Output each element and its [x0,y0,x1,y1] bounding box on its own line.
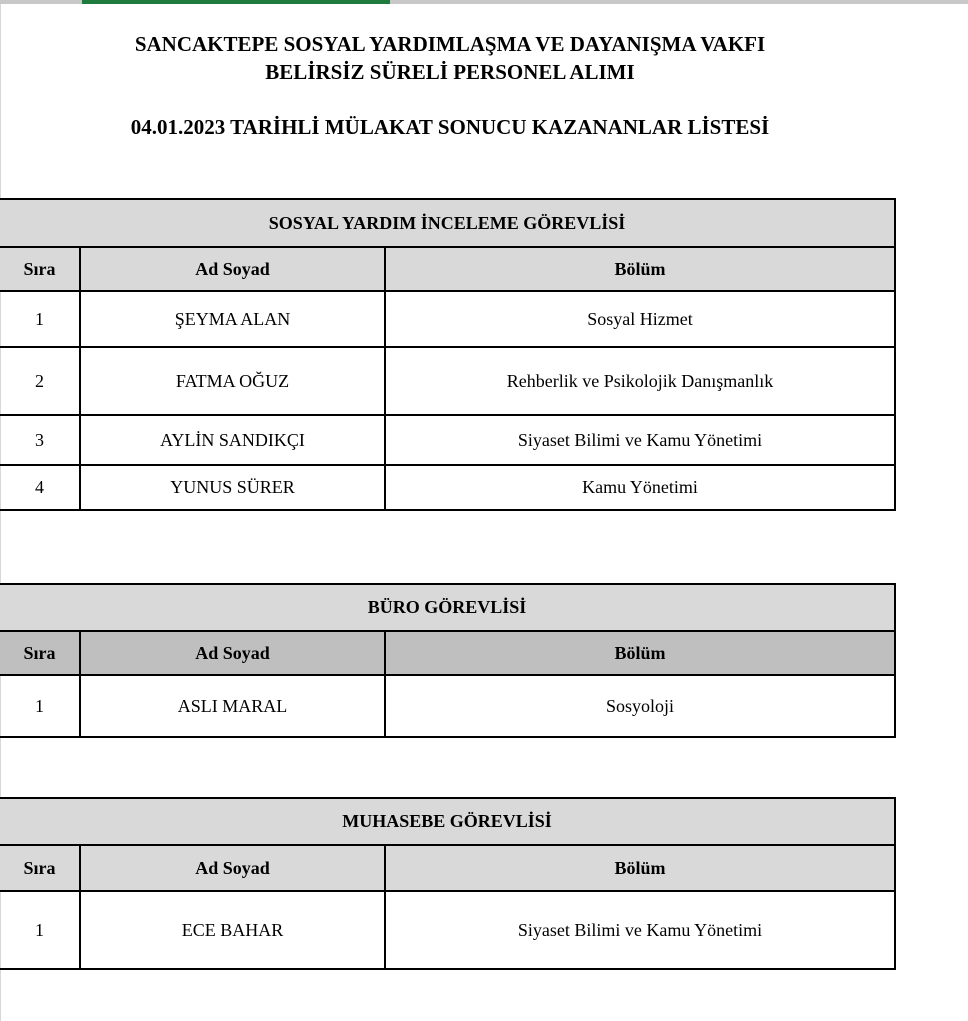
cell-dept: Sosyoloji [385,675,895,737]
results-table-office [0,583,896,738]
results-table-accounting [0,797,896,970]
table-row [0,415,895,465]
document-subtitle: 04.01.2023 TARİHLİ MÜLAKAT SONUCU KAZANANLAR LİSTESİ [130,115,770,139]
table-title: BÜRO GÖREVLİSİ [0,584,895,631]
cell-sira: 1 [0,675,80,737]
cell-sira: 3 [0,415,80,465]
column-header-name: Ad Soyad [80,845,385,891]
column-header-sira: Sıra [0,247,80,291]
column-header-sira: Sıra [0,631,80,675]
cell-dept: Siyaset Bilimi ve Kamu Yönetimi [385,891,895,969]
table-title: MUHASEBE GÖREVLİSİ [0,798,895,845]
cell-name: AYLİN SANDIKÇI [80,415,385,465]
cell-name: FATMA OĞUZ [80,347,385,415]
document-title-line-1: SANCAKTEPE SOSYAL YARDIMLAŞMA VE DAYANIŞMA VAKFI [134,32,766,56]
cell-name: ŞEYMA ALAN [80,291,385,347]
table-row [0,291,895,347]
document-title-line-2: BELİRSİZ SÜRELİ PERSONEL ALIMI [265,60,635,84]
table-title: SOSYAL YARDIM İNCELEME GÖREVLİSİ [0,199,895,247]
results-table-social-aid [0,198,896,511]
table-row [0,675,895,737]
cell-sira: 4 [0,465,80,510]
column-header-name: Ad Soyad [80,631,385,675]
column-header-sira: Sıra [0,845,80,891]
cell-name: YUNUS SÜRER [80,465,385,510]
cell-dept: Sosyal Hizmet [385,291,895,347]
cell-sira: 1 [0,891,80,969]
cell-sira: 2 [0,347,80,415]
cell-sira: 1 [0,291,80,347]
column-header-dept: Bölüm [385,845,895,891]
cell-name: ECE BAHAR [80,891,385,969]
cell-dept: Siyaset Bilimi ve Kamu Yönetimi [385,415,895,465]
column-header-name: Ad Soyad [80,247,385,291]
active-tab-indicator [82,0,390,4]
table-row [0,465,895,510]
cell-dept: Kamu Yönetimi [385,465,895,510]
table-row [0,891,895,969]
cell-name: ASLI MARAL [80,675,385,737]
column-header-dept: Bölüm [385,247,895,291]
column-header-dept: Bölüm [385,631,895,675]
table-row [0,347,895,415]
cell-dept: Rehberlik ve Psikolojik Danışmanlık [385,347,895,415]
